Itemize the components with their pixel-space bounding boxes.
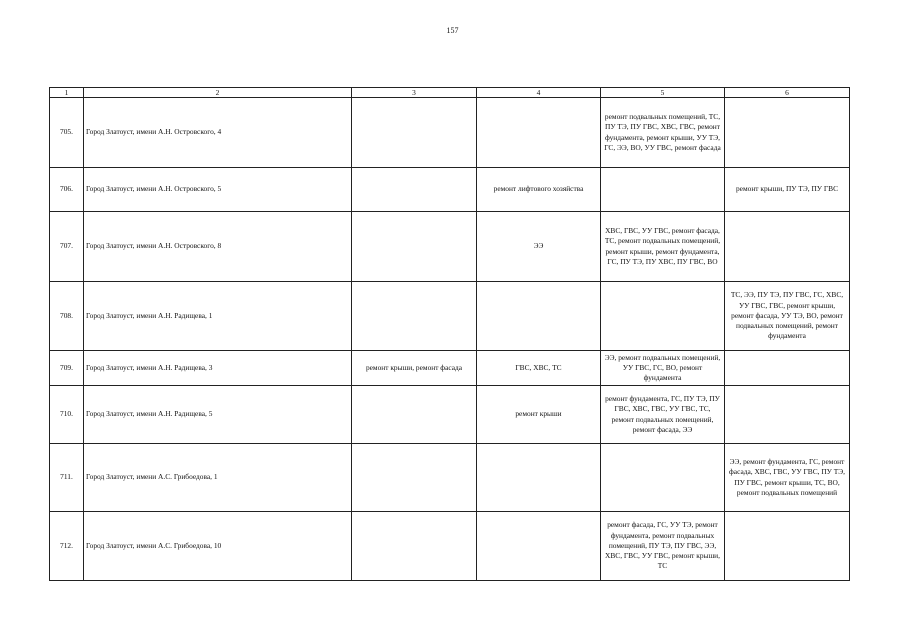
repair-schedule-table xyxy=(49,87,850,581)
row-col5 xyxy=(601,168,725,212)
table-row xyxy=(50,282,850,351)
row-number: 712. xyxy=(50,512,84,581)
row-col4: ГВС, ХВС, ТС xyxy=(477,351,601,386)
column-header: 6 xyxy=(725,88,850,98)
row-col3 xyxy=(352,212,477,282)
row-address: Город Златоуст, имени А.Н. Радищева, 5 xyxy=(84,386,352,444)
row-col5: ЭЭ, ремонт подвальных помещений, УУ ГВС, ГС, ВО, ремонт фундамента xyxy=(601,351,725,386)
column-header: 5 xyxy=(601,88,725,98)
row-col3 xyxy=(352,282,477,351)
row-number: 711. xyxy=(50,444,84,512)
row-address: Город Златоуст, имени А.Н. Радищева, 1 xyxy=(84,282,352,351)
row-number: 710. xyxy=(50,386,84,444)
row-col5: ремонт подвальных помещений, ТС, ПУ ТЭ, ПУ ГВС, ХВС, ГВС, ремонт фундамента, ремонт крыши, УУ ТЭ, ГС, ЭЭ, ВО, УУ ГВС, ремонт фасада xyxy=(601,98,725,168)
row-address: Город Златоуст, имени А.С. Грибоедова, 1 xyxy=(84,444,352,512)
row-number: 705. xyxy=(50,98,84,168)
row-number: 706. xyxy=(50,168,84,212)
table-row xyxy=(50,512,850,581)
row-col4 xyxy=(477,98,601,168)
row-col4 xyxy=(477,512,601,581)
row-col3 xyxy=(352,512,477,581)
row-number: 709. xyxy=(50,351,84,386)
column-header: 4 xyxy=(477,88,601,98)
page-number: 157 xyxy=(446,26,459,35)
row-col3 xyxy=(352,386,477,444)
table-header-row xyxy=(50,88,850,98)
row-col6 xyxy=(725,386,850,444)
table-row xyxy=(50,386,850,444)
row-col5: ремонт фундамента, ГС, ПУ ТЭ, ПУ ГВС, ХВС, ГВС, УУ ГВС, ТС, ремонт подвальных помещений, ремонт фасада, ЭЭ xyxy=(601,386,725,444)
table-row xyxy=(50,212,850,282)
row-number: 707. xyxy=(50,212,84,282)
row-address: Город Златоуст, имени А.Н. Радищева, 3 xyxy=(84,351,352,386)
table-row xyxy=(50,168,850,212)
row-col6: ЭЭ, ремонт фундамента, ГС, ремонт фасада, ХВС, ГВС, УУ ГВС, ПУ ТЭ, ПУ ГВС, ремонт крыши, ТС, ВО, ремонт подвальных помещений xyxy=(725,444,850,512)
table-row xyxy=(50,444,850,512)
row-address: Город Златоуст, имени А.С. Грибоедова, 10 xyxy=(84,512,352,581)
row-address: Город Златоуст, имени А.Н. Островского, 8 xyxy=(84,212,352,282)
column-header: 1 xyxy=(50,88,84,98)
row-number: 708. xyxy=(50,282,84,351)
row-col5: ХВС, ГВС, УУ ГВС, ремонт фасада, ТС, ремонт подвальных помещений, ремонт крыши, ремонт фундамента, ГС, ПУ ТЭ, ПУ ХВС, ПУ ГВС, ВО xyxy=(601,212,725,282)
row-col6 xyxy=(725,512,850,581)
row-col4 xyxy=(477,444,601,512)
row-address: Город Златоуст, имени А.Н. Островского, 5 xyxy=(84,168,352,212)
row-col4: ремонт лифтового хозяйства xyxy=(477,168,601,212)
column-header: 2 xyxy=(84,88,352,98)
row-col6: ТС, ЭЭ, ПУ ТЭ, ПУ ГВС, ГС, ХВС, УУ ГВС, ГВС, ремонт крыши, ремонт фасада, УУ ТЭ, ВО, ремонт подвальных помещений, ремонт фундамента xyxy=(725,282,850,351)
row-col5 xyxy=(601,444,725,512)
table-row xyxy=(50,351,850,386)
row-col5: ремонт фасада, ГС, УУ ТЭ, ремонт фундамента, ремонт подвальных помещений, ПУ ТЭ, ПУ ГВС, ЭЭ, ХВС, ГВС, УУ ГВС, ремонт крыши, ТС xyxy=(601,512,725,581)
row-col3 xyxy=(352,168,477,212)
row-col3: ремонт крыши, ремонт фасада xyxy=(352,351,477,386)
row-col3 xyxy=(352,444,477,512)
row-address: Город Златоуст, имени А.Н. Островского, 4 xyxy=(84,98,352,168)
row-col5 xyxy=(601,282,725,351)
row-col4: ремонт крыши xyxy=(477,386,601,444)
table-row xyxy=(50,98,850,168)
row-col6 xyxy=(725,98,850,168)
row-col6 xyxy=(725,351,850,386)
row-col6: ремонт крыши, ПУ ТЭ, ПУ ГВС xyxy=(725,168,850,212)
row-col6 xyxy=(725,212,850,282)
row-col4: ЭЭ xyxy=(477,212,601,282)
column-header: 3 xyxy=(352,88,477,98)
row-col3 xyxy=(352,98,477,168)
row-col4 xyxy=(477,282,601,351)
